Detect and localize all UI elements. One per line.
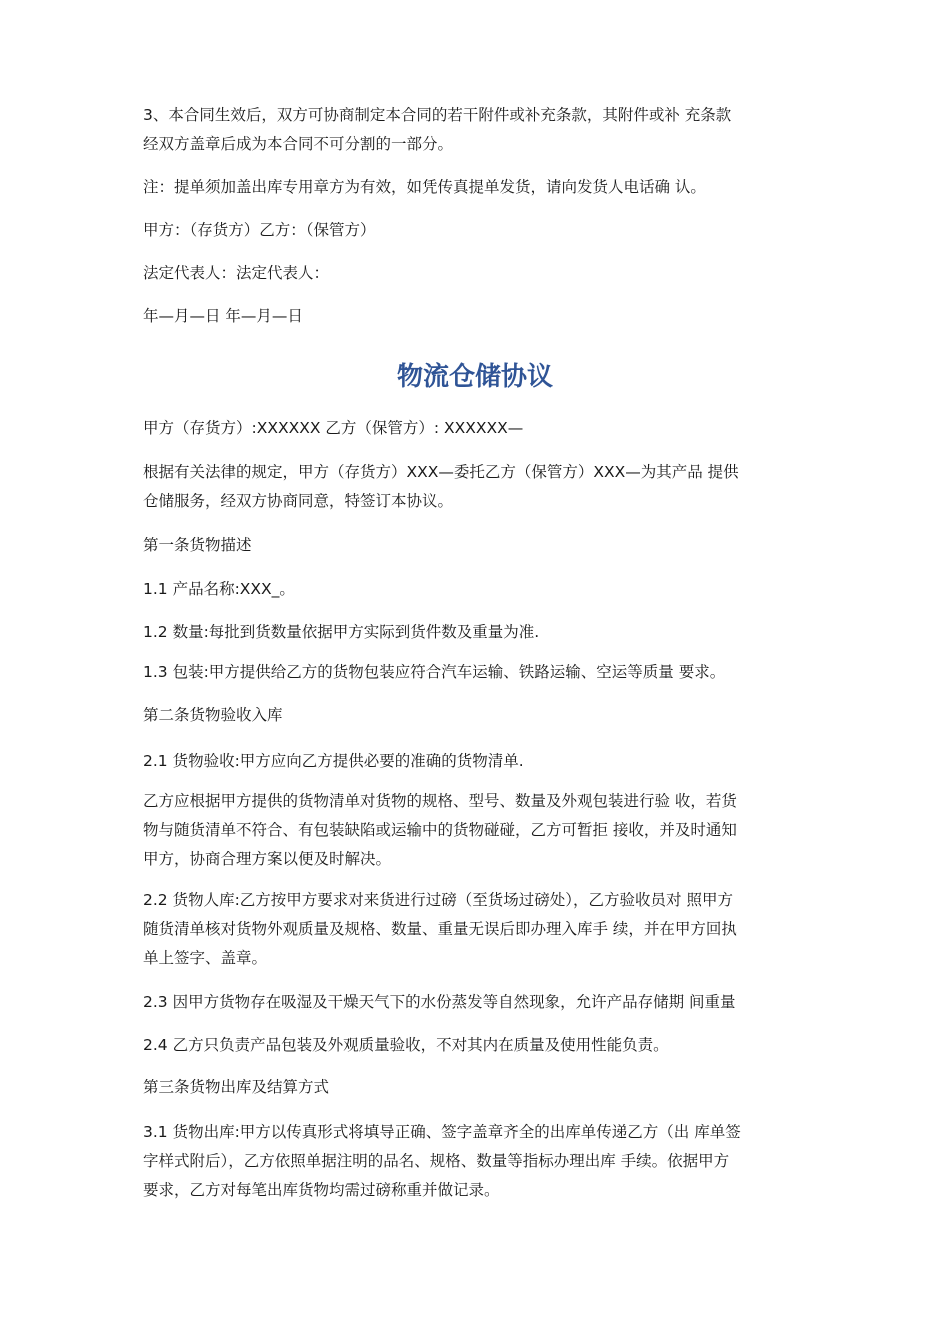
parties-line: 甲方：（存货方）乙方：（保管方） <box>143 221 376 239</box>
clause-3-line-2: 经双方盖章后成为本合同不可分割的一部分。 <box>143 135 454 153</box>
article-2-1b-line-1: 乙方应根据甲方提供的货物清单对货物的规格、型号、数量及外观包装进行验 收，若货 <box>143 792 737 810</box>
article-1-3: 1.3 包装:甲方提供给乙方的货物包装应符合汽车运输、铁路运输、空运等质量 要求。 <box>143 663 726 681</box>
article-2-1b-line-3: 甲方，协商合理方案以便及时解决。 <box>143 850 392 868</box>
intro-line-2: 仓储服务，经双方协商同意，特签订本协议。 <box>143 492 454 510</box>
article-3-1-line-1: 3.1 货物出库:甲方以传真形式将填导正确、签字盖章齐全的出库单传递乙方（出 库单签 <box>143 1123 741 1141</box>
article-2-1: 2.1 货物验收:甲方应向乙方提供必要的准确的货物清单. <box>143 752 524 770</box>
article-2-4: 2.4 乙方只负责产品包装及外观质量验收，不对其内在质量及使用性能负责。 <box>143 1036 669 1054</box>
article-3-title: 第三条货物出库及结算方式 <box>143 1078 330 1096</box>
article-2-1b-line-2: 物与随货清单不符合、有包装缺陷或运输中的货物碰碰，乙方可暂拒 接收，并及时通知 <box>143 821 737 839</box>
dates-line: 年—月—日 年—月—日 <box>143 307 303 325</box>
clause-3-line-1: 3、本合同生效后，双方可协商制定本合同的若干附件或补充条款，其附件或补 充条款 <box>143 106 732 124</box>
representatives-line: 法定代表人：法定代表人： <box>143 264 330 282</box>
note-paragraph: 注：提单须加盖出库专用章方为有效，如凭传真提单发货，请向发货人电话确 认。 <box>143 178 706 196</box>
agreement-title: 物流仓储协议 <box>396 362 553 392</box>
agreement-parties: 甲方（存货方）:XXXXXX 乙方（保管方）: XXXXXX— <box>143 419 524 437</box>
article-3-1-line-2: 字样式附后），乙方依照单据注明的品名、规格、数量等指标办理出库 手续。依据甲方 <box>143 1152 730 1170</box>
article-1-1: 1.1 产品名称:XXX_。 <box>143 580 295 598</box>
intro-line-1: 根据有关法律的规定，甲方（存货方）XXX—委托乙方（保管方）XXX—为其产品 提供 <box>143 463 739 481</box>
article-2-title: 第二条货物验收入库 <box>143 706 283 724</box>
article-2-2-line-3: 单上签字、盖章。 <box>143 949 268 967</box>
article-2-2-line-1: 2.2 货物人库:乙方按甲方要求对来货进行过磅（至货场过磅处），乙方验收员对 照甲方 <box>143 891 733 909</box>
article-1-title: 第一条货物描述 <box>143 536 252 554</box>
article-1-2: 1.2 数量:每批到货数量依据甲方实际到货件数及重量为准. <box>143 623 540 641</box>
article-2-3: 2.3 因甲方货物存在吸湿及干燥天气下的水份蒸发等自然现象，允许产品存储期 间重量 <box>143 993 736 1011</box>
article-3-1-line-3: 要求，乙方对每笔出库货物均需过磅称重并做记录。 <box>143 1181 500 1199</box>
article-2-2-line-2: 随货清单核对货物外观质量及规格、数量、重量无误后即办理入库手 续，并在甲方回执 <box>143 920 737 938</box>
